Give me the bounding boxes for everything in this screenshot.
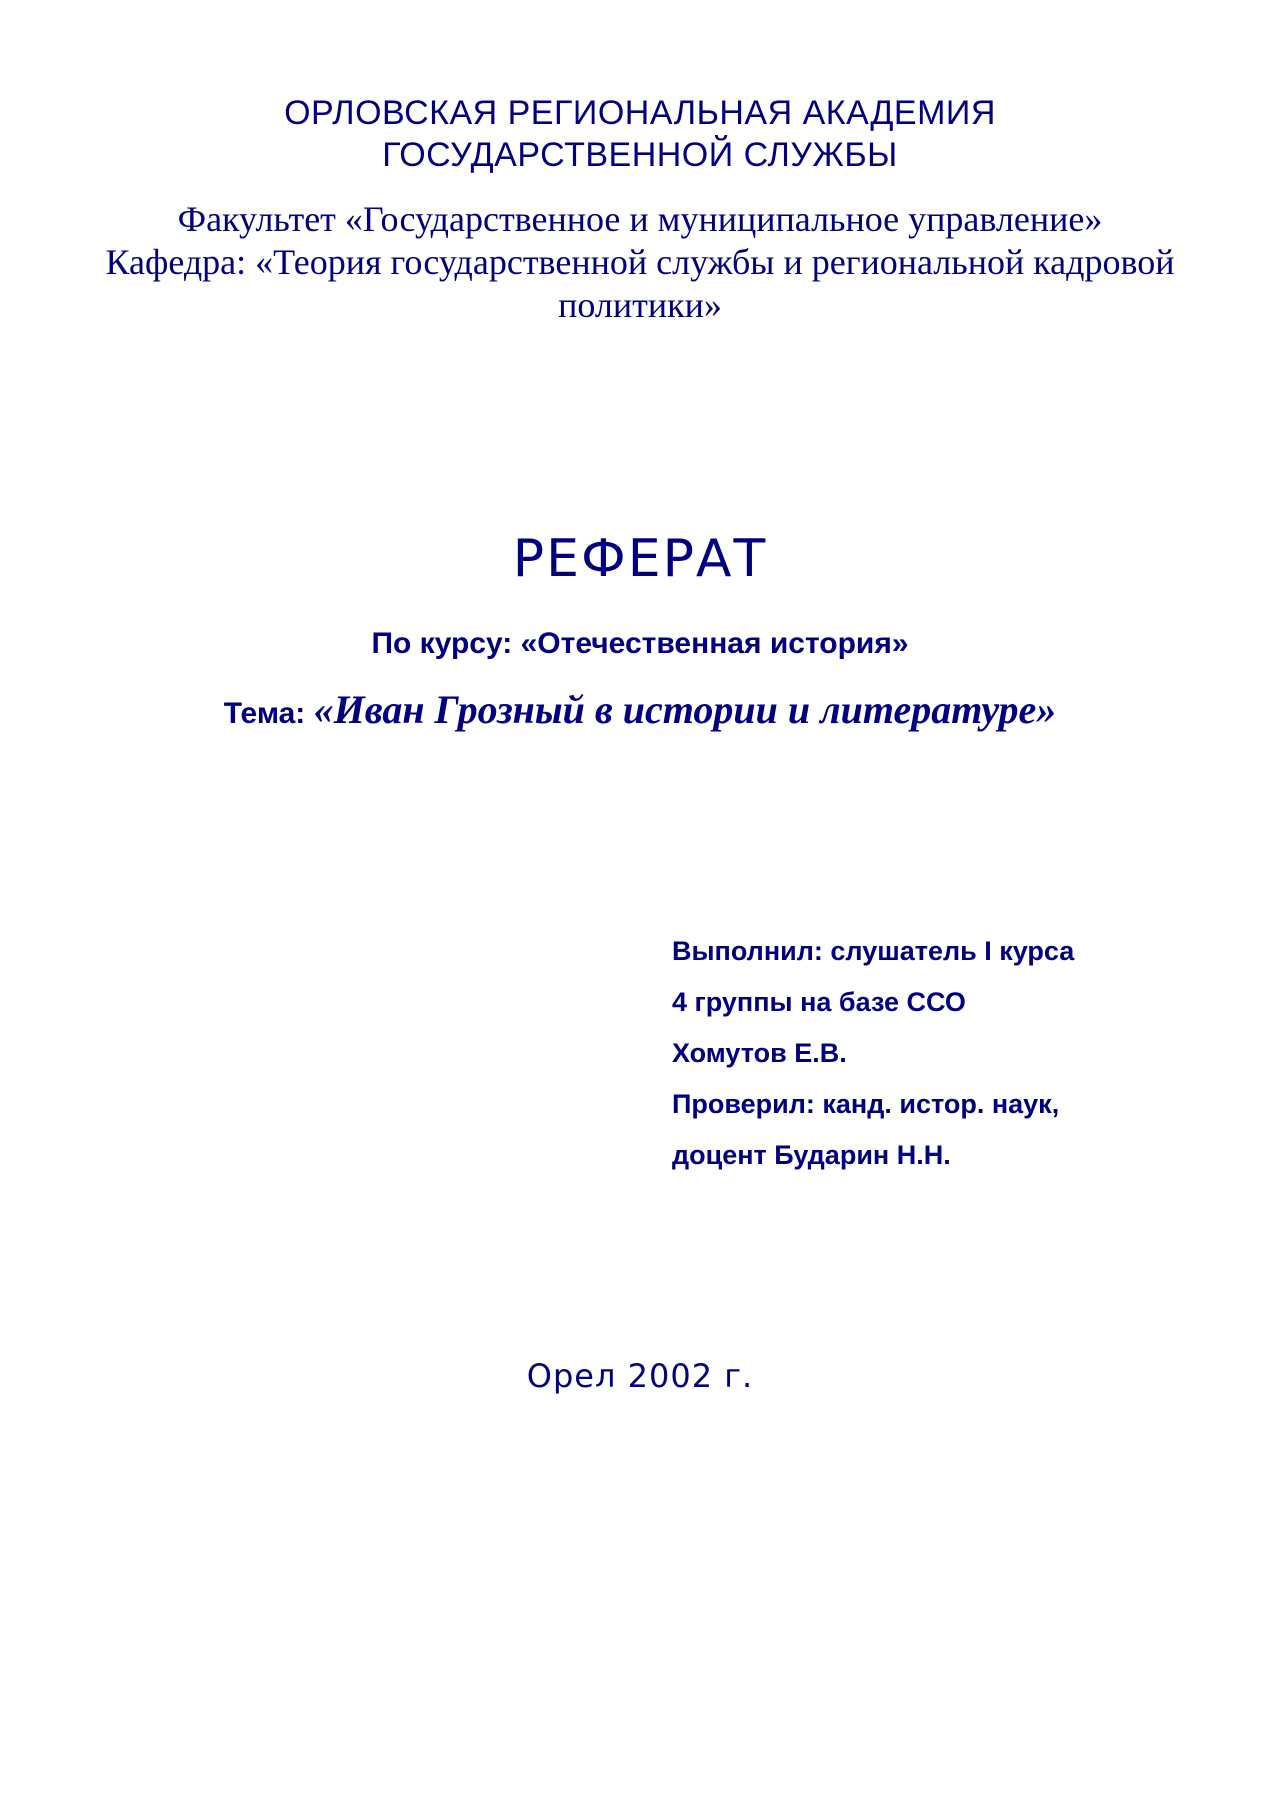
author-line: доцент Бударин Н.Н. xyxy=(672,1140,951,1170)
faculty-line: Факультет «Государственное и муниципальное управление» xyxy=(177,199,1103,239)
author-line: Хомутов Е.В. xyxy=(672,1038,847,1068)
faculty-department xyxy=(0,198,1280,327)
city-year: Орел 2002 г. xyxy=(526,1357,754,1395)
department-line-1: Кафедра: «Теория государственной службы и региональной кадровой xyxy=(105,242,1175,282)
author-line: Выполнил: слушатель I курса xyxy=(672,936,1075,966)
theme-title: «Иван Грозный в истории и литературе» xyxy=(313,687,1057,732)
theme-line xyxy=(0,686,1280,743)
author-line: 4 группы на базе ССО xyxy=(672,987,966,1017)
academy-line-2: ГОСУДАРСТВЕННОЙ СЛУЖБЫ xyxy=(382,136,898,174)
author-line: Проверил: канд. истор. наук, xyxy=(672,1089,1060,1119)
course-line: По курсу: «Отечественная история» xyxy=(371,627,909,660)
academy-name xyxy=(0,92,1280,176)
department-line-2: политики» xyxy=(558,285,722,325)
authors-block xyxy=(672,926,1252,1181)
theme-label: Тема: xyxy=(223,697,314,730)
document-type-heading: РЕФЕРАТ xyxy=(512,529,768,589)
academy-line-1: ОРЛОВСКАЯ РЕГИОНАЛЬНАЯ АКАДЕМИЯ xyxy=(284,94,996,132)
